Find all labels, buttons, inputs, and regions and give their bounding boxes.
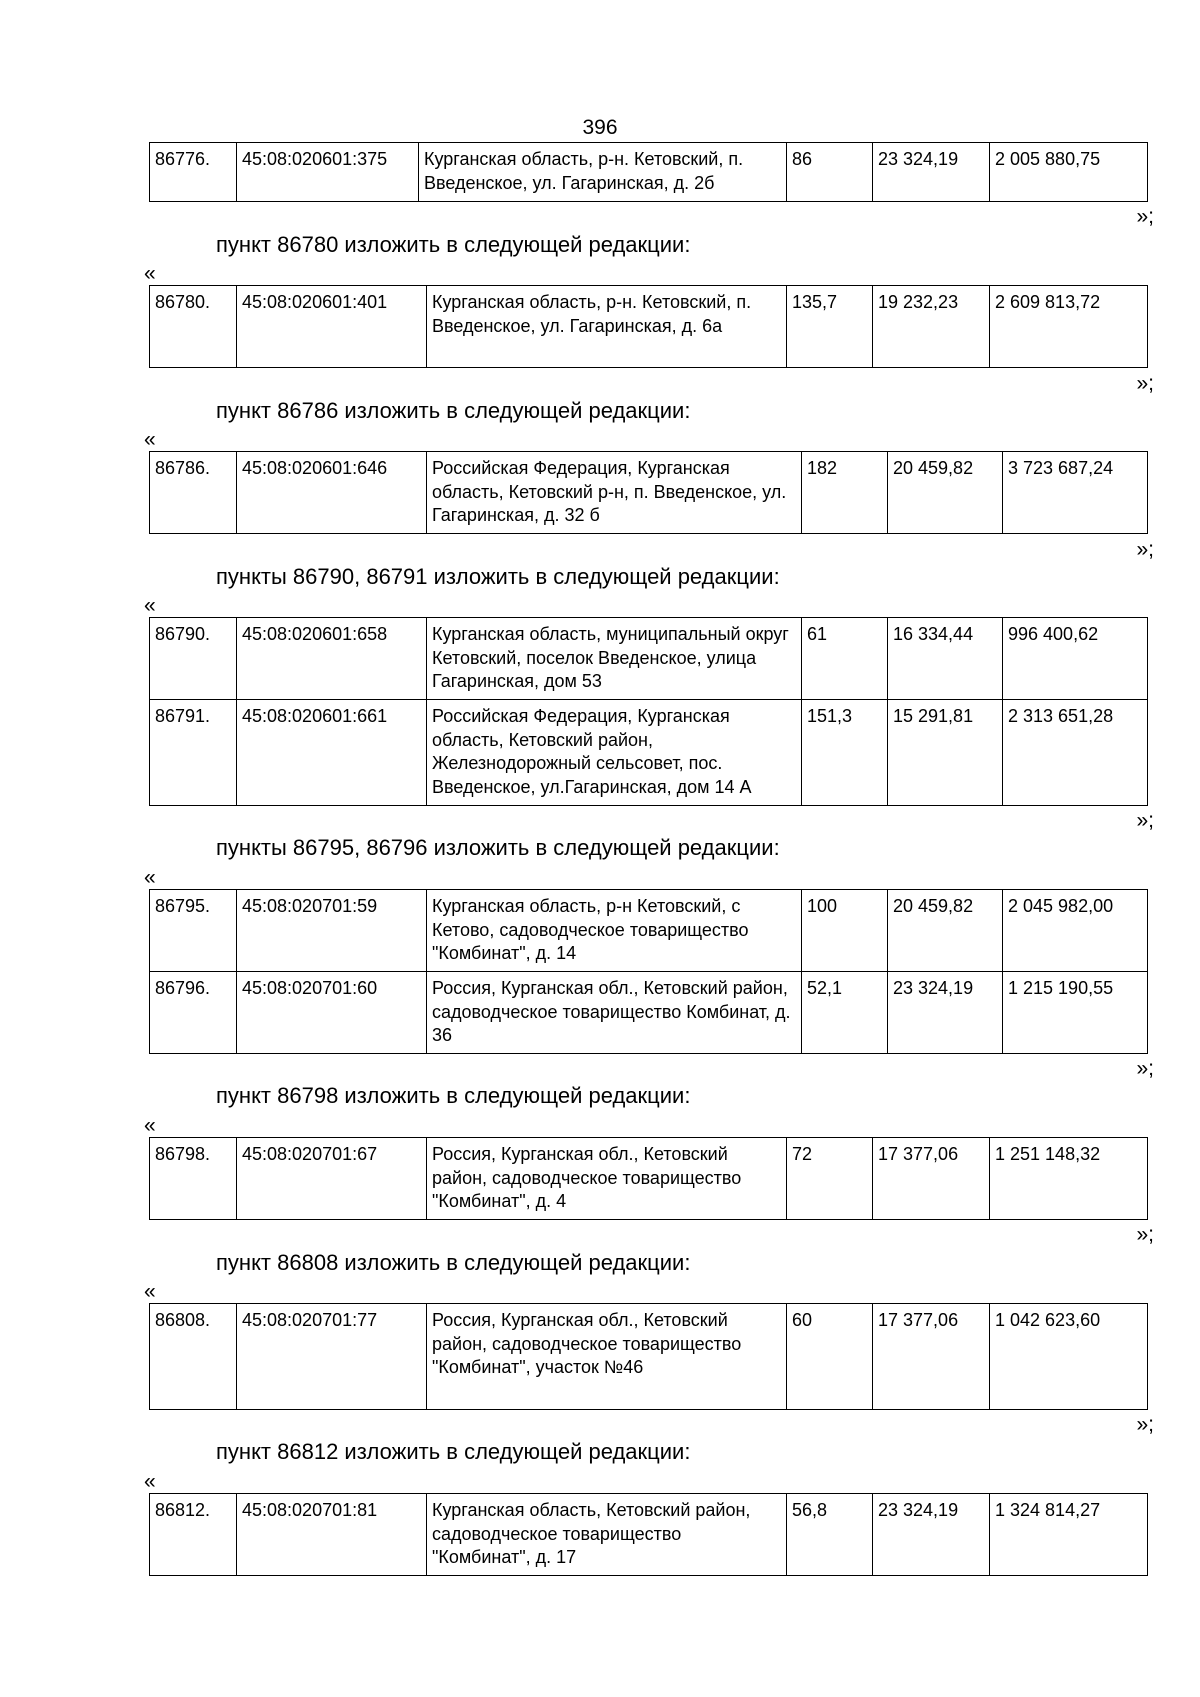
specific-value: 23 324,19 — [888, 972, 1003, 1054]
cadastral-value: 2 005 880,75 — [990, 143, 1148, 202]
row-number: 86812. — [150, 1494, 237, 1576]
opening-quote: « — [144, 262, 156, 285]
row-number: 86776. — [150, 143, 237, 202]
amendment-instruction: пункт 86786 изложить в следующей редакции: — [216, 398, 691, 423]
cadastral-number: 45:08:020601:646 — [237, 452, 427, 534]
cadastral-value: 2 045 982,00 — [1003, 890, 1148, 972]
cadastral-number: 45:08:020601:661 — [237, 700, 427, 806]
page-number: 396 — [582, 116, 618, 139]
area: 61 — [802, 618, 888, 700]
row-number: 86791. — [150, 700, 237, 806]
address: Курганская область, р-н. Кетовский, п. Введенское, ул. Гагаринская, д. 6а — [427, 286, 787, 368]
row-number: 86795. — [150, 890, 237, 972]
cadastral-number: 45:08:020701:67 — [237, 1138, 427, 1220]
specific-value: 23 324,19 — [873, 143, 990, 202]
amendment-instruction: пункт 86780 изложить в следующей редакции: — [216, 232, 691, 257]
area: 100 — [802, 890, 888, 972]
row-number: 86780. — [150, 286, 237, 368]
closing-quote: »; — [1136, 538, 1154, 561]
row-number: 86808. — [150, 1304, 237, 1410]
area: 151,3 — [802, 700, 888, 806]
table-row — [150, 700, 1148, 806]
address: Россия, Курганская обл., Кетовский район, садоводческое товарищество Комбинат, д. 36 — [427, 972, 802, 1054]
cadastral-number: 45:08:020601:658 — [237, 618, 427, 700]
closing-quote: »; — [1136, 1057, 1154, 1080]
row-number: 86796. — [150, 972, 237, 1054]
address: Российская Федерация, Курганская область, Кетовский район, Железнодорожный сельсовет, пос. Введенское, ул.Гагаринская, дом 14 А — [427, 700, 802, 806]
registry-table — [149, 451, 1148, 534]
closing-quote: »; — [1136, 1223, 1154, 1246]
specific-value: 20 459,82 — [888, 452, 1003, 534]
amendment-instruction: пункты 86790, 86791 изложить в следующей редакции: — [216, 564, 780, 589]
cadastral-value: 1 324 814,27 — [990, 1494, 1148, 1576]
cadastral-value: 2 313 651,28 — [1003, 700, 1148, 806]
area: 56,8 — [787, 1494, 873, 1576]
area: 135,7 — [787, 286, 873, 368]
area: 52,1 — [802, 972, 888, 1054]
closing-quote: »; — [1136, 1413, 1154, 1436]
registry-table — [149, 142, 1148, 202]
amendment-instruction: пункт 86812 изложить в следующей редакции: — [216, 1439, 691, 1464]
address: Курганская область, Кетовский район, садоводческое товарищество "Комбинат", д. 17 — [427, 1494, 787, 1576]
specific-value: 23 324,19 — [873, 1494, 990, 1576]
row-number: 86786. — [150, 452, 237, 534]
closing-quote: »; — [1136, 205, 1154, 228]
registry-table — [149, 889, 1148, 1054]
registry-table — [149, 1493, 1148, 1576]
specific-value: 16 334,44 — [888, 618, 1003, 700]
address: Курганская область, муниципальный округ Кетовский, поселок Введенское, улица Гагаринская, дом 53 — [427, 618, 802, 700]
specific-value: 17 377,06 — [873, 1304, 990, 1410]
address: Курганская область, р-н. Кетовский, п. Введенское, ул. Гагаринская, д. 2б — [419, 143, 787, 202]
specific-value: 17 377,06 — [873, 1138, 990, 1220]
address: Курганская область, р-н Кетовский, с Кетово, садоводческое товарищество "Комбинат", д. 14 — [427, 890, 802, 972]
opening-quote: « — [144, 594, 156, 617]
cadastral-number: 45:08:020701:81 — [237, 1494, 427, 1576]
table-row — [150, 452, 1148, 534]
opening-quote: « — [144, 866, 156, 889]
cadastral-number: 45:08:020601:375 — [237, 143, 419, 202]
registry-table — [149, 285, 1148, 368]
amendment-instruction: пункты 86795, 86796 изложить в следующей редакции: — [216, 835, 780, 860]
closing-quote: »; — [1136, 809, 1154, 832]
address: Российская Федерация, Курганская область, Кетовский р-н, п. Введенское, ул. Гагаринская, д. 32 б — [427, 452, 802, 534]
row-number: 86798. — [150, 1138, 237, 1220]
opening-quote: « — [144, 1280, 156, 1303]
specific-value: 19 232,23 — [873, 286, 990, 368]
cadastral-value: 1 215 190,55 — [1003, 972, 1148, 1054]
area: 182 — [802, 452, 888, 534]
cadastral-value: 1 042 623,60 — [990, 1304, 1148, 1410]
opening-quote: « — [144, 1114, 156, 1137]
area: 72 — [787, 1138, 873, 1220]
table-row — [150, 1494, 1148, 1576]
area: 60 — [787, 1304, 873, 1410]
specific-value: 15 291,81 — [888, 700, 1003, 806]
table-row — [150, 286, 1148, 368]
area: 86 — [787, 143, 873, 202]
cadastral-value: 996 400,62 — [1003, 618, 1148, 700]
table-row — [150, 143, 1148, 202]
closing-quote: »; — [1136, 372, 1154, 395]
specific-value: 20 459,82 — [888, 890, 1003, 972]
cadastral-number: 45:08:020701:77 — [237, 1304, 427, 1410]
cadastral-value: 2 609 813,72 — [990, 286, 1148, 368]
cadastral-number: 45:08:020701:59 — [237, 890, 427, 972]
registry-table — [149, 1303, 1148, 1410]
table-row — [150, 1138, 1148, 1220]
table-row — [150, 618, 1148, 700]
cadastral-value: 3 723 687,24 — [1003, 452, 1148, 534]
table-row — [150, 1304, 1148, 1410]
cadastral-number: 45:08:020701:60 — [237, 972, 427, 1054]
row-number: 86790. — [150, 618, 237, 700]
table-row — [150, 972, 1148, 1054]
address: Россия, Курганская обл., Кетовский район, садоводческое товарищество "Комбинат", д. 4 — [427, 1138, 787, 1220]
cadastral-value: 1 251 148,32 — [990, 1138, 1148, 1220]
opening-quote: « — [144, 428, 156, 451]
address: Россия, Курганская обл., Кетовский район, садоводческое товарищество "Комбинат", участок №46 — [427, 1304, 787, 1410]
amendment-instruction: пункт 86808 изложить в следующей редакции: — [216, 1250, 691, 1275]
opening-quote: « — [144, 1470, 156, 1493]
table-row — [150, 890, 1148, 972]
registry-table — [149, 1137, 1148, 1220]
amendment-instruction: пункт 86798 изложить в следующей редакции: — [216, 1083, 691, 1108]
cadastral-number: 45:08:020601:401 — [237, 286, 427, 368]
registry-table — [149, 617, 1148, 806]
